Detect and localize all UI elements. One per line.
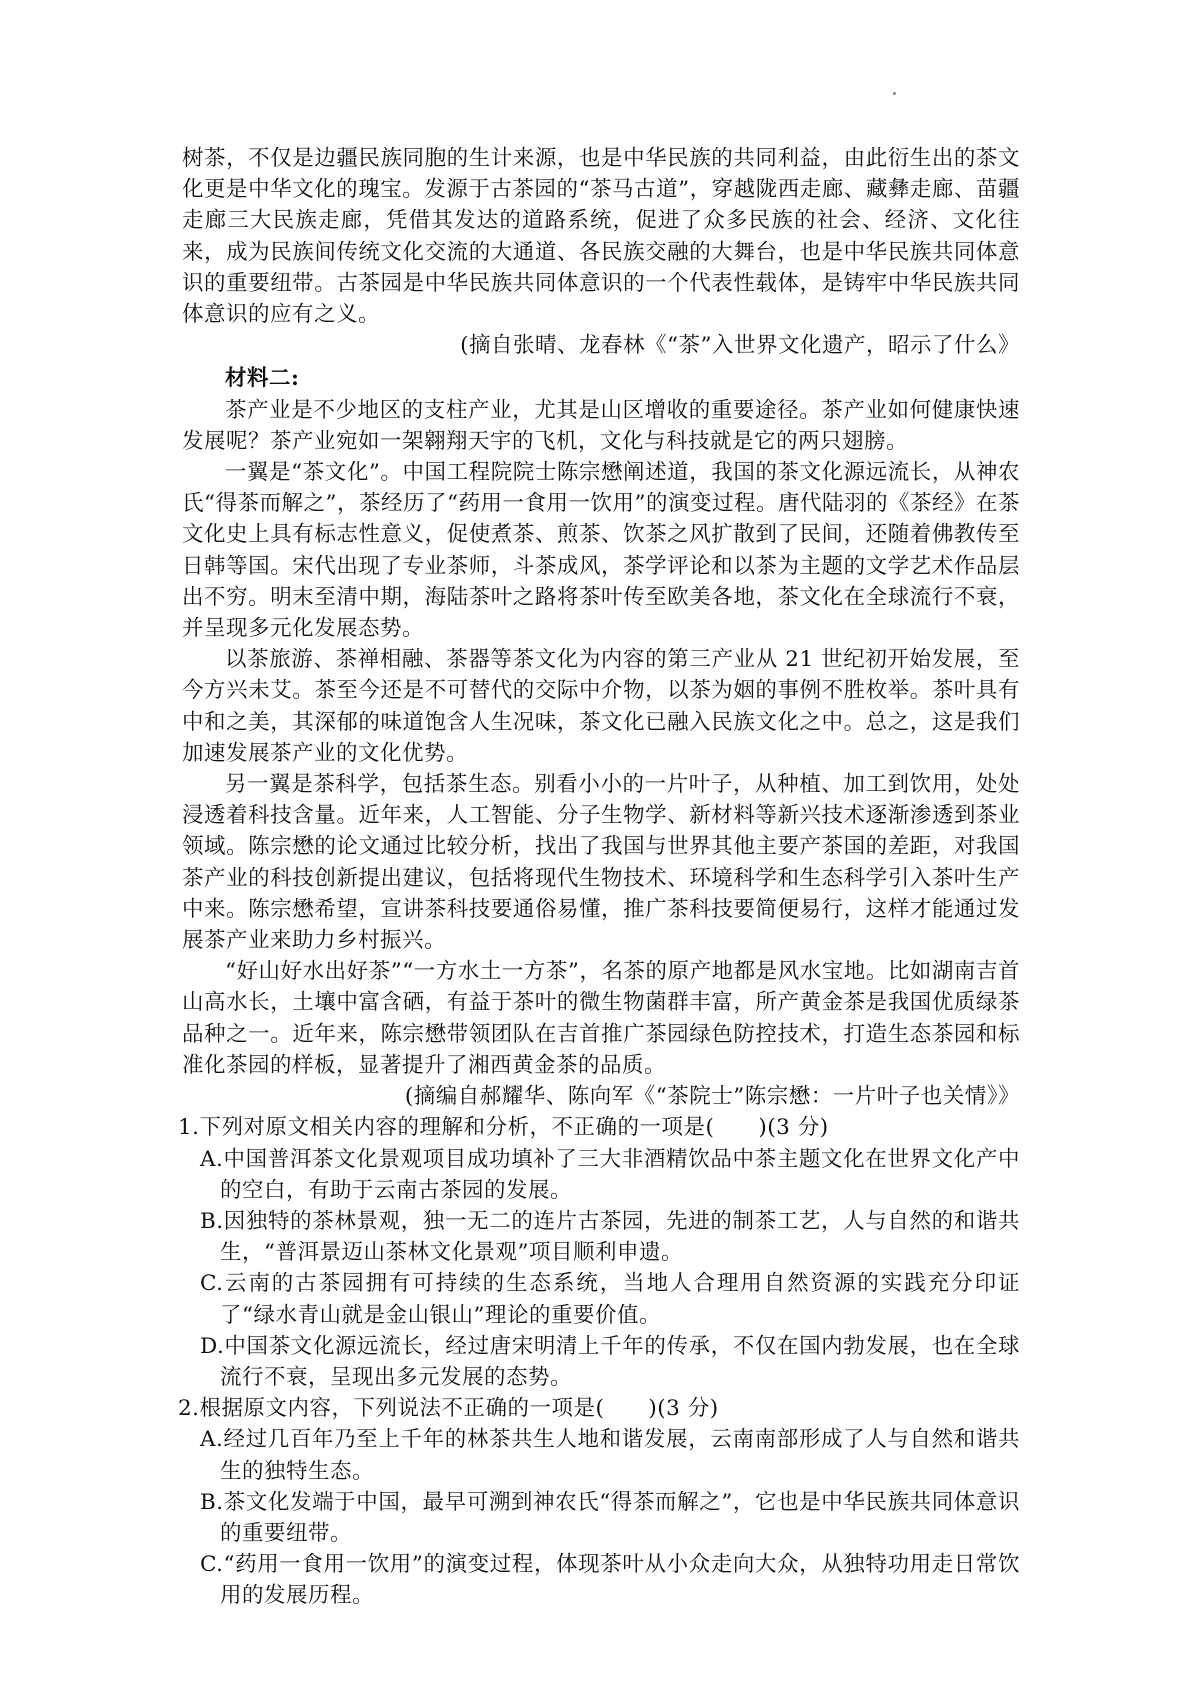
question-1-option-d: D.中国茶文化源远流长，经过唐宋明清上千年的传承，不仅在国内勃发展，也在全球流行不衰，呈现出多元发展的态势。 — [200, 1333, 1020, 1390]
page-content — [178, 143, 1020, 1612]
material2-source: (摘编自郝耀华、陈向军《“茶院士”陈宗懋：一片叶子也关情》》 — [404, 1084, 1020, 1110]
question-2-option-a: A.经过几百年乃至上千年的林茶共生人地和谐发展，云南南部形成了人与自然和谐共生的独特生态。 — [200, 1427, 1020, 1484]
material1-source: (摘自张晴、龙春林《“茶”入世界文化遗产，昭示了什么》 — [460, 333, 1020, 359]
material2-paragraph-5: “好山好水出好茶”“一方水土一方茶”，名茶的原产地都是风水宝地。比如湖南吉首山高水长，土壤中富含硒，有益于茶叶的微生物菌群丰富，所产黄金茶是我国优质绿茶品种之一。近年来，陈宗懋带领团队在吉首推广茶园绿色防控技术，打造生态茶园和标准化茶园的样板，显著提升了湘西黄金茶的品质。 — [182, 959, 1020, 1078]
material2-paragraph-1: 茶产业是不少地区的支柱产业，尤其是山区增收的重要途径。茶产业如何健康快速发展呢？茶产业宛如一架翱翔天宇的飞机，文化与科技就是它的两只翅膀。 — [182, 397, 1020, 454]
material2-heading: 材料二: — [225, 366, 300, 392]
question-2-stem: 2.根据原文内容，下列说法不正确的一项是( )(3 分) — [178, 1396, 719, 1422]
question-2-option-b: B.茶文化发端于中国，最早可溯到神农氏“得茶而解之”，它也是中华民族共同体意识的重要纽带。 — [200, 1489, 1020, 1546]
material2-paragraph-2: 一翼是“茶文化”。中国工程院院士陈宗懋阐述道，我国的茶文化源远流长，从神农氏“得茶而解之”，茶经历了“药用一食用一饮用”的演变过程。唐代陆羽的《茶经》在茶文化史上具有标志性意义，促使煮茶、煎茶、饮茶之风扩散到了民间，还随着佛教传至日韩等国。宋代出现了专业茶师，斗茶成风，茶学评论和以茶为主题的文学艺术作品层出不穷。明末至清中期，海陆茶叶之路将茶叶传至欧美各地，茶文化在全球流行不衰，并呈现多元化发展态势。 — [182, 460, 1020, 642]
question-2-option-c: C.“药用一食用一饮用”的演变过程，体现茶叶从小众走向大众，从独特功用走日常饮用的发展历程。 — [200, 1552, 1020, 1609]
question-1-option-a: A.中国普洱茶文化景观项目成功填补了三大非酒精饮品中茶主题文化在世界文化产中的空白，有助于云南古茶园的发展。 — [200, 1146, 1020, 1203]
question-1-option-b: B.因独特的茶林景观，独一无二的连片古茶园，先进的制茶工艺，人与自然的和谐共生，“普洱景迈山茶林文化景观”项目顺利申遗。 — [200, 1208, 1020, 1266]
question-1-stem: 1.下列对原文相关内容的理解和分析，不正确的一项是( )(3 分) — [178, 1115, 829, 1141]
question-1-option-c: C.云南的古茶园拥有可持续的生态系统，当地人合理用自然资源的实践充分印证了“绿水青山就是金山银山”理论的重要价值。 — [200, 1271, 1020, 1328]
scan-dot — [893, 92, 896, 95]
material1-paragraph: 树茶，不仅是边疆民族同胞的生计来源，也是中华民族的共同利益，由此衍生出的茶文化更是中华文化的瑰宝。发源于古茶园的“茶马古道”，穿越陇西走廊、藏彝走廊、苗疆走廊三大民族走廊，凭借其发达的道路系统，促进了众多民族的社会、经济、文化往来，成为民族间传统文化交流的大通道、各民族交融的大舞台，也是中华民族共同体意识的重要纽带。古茶园是中华民族共同体意识的一个代表性载体，是铸牢中华民族共同体意识的应有之义。 — [182, 146, 1020, 328]
material2-paragraph-3: 以茶旅游、茶禅相融、茶器等茶文化为内容的第三产业从 21 世纪初开始发展，至今方兴未艾。茶至今还是不可替代的交际中介物，以茶为姻的事例不胜枚举。茶叶具有中和之美，其深郁的味道饱含人生况味，茶文化已融入民族文化之中。总之，这是我们加速发展茶产业的文化优势。 — [182, 647, 1020, 766]
material2-paragraph-4: 另一翼是茶科学，包括茶生态。别看小小的一片叶子，从种植、加工到饮用，处处浸透着科技含量。近年来，人工智能、分子生物学、新材料等新兴技术逐渐渗透到茶业领域。陈宗懋的论文通过比较分析，找出了我国与世界其他主要产茶国的差距，对我国茶产业的科技创新提出建议，包括将现代生物技术、环境科学和生态科学引入茶叶生产中来。陈宗懋希望，宣讲茶科技要通俗易懂，推广茶科技要简便易行，这样才能通过发展茶产业来助力乡村振兴。 — [182, 772, 1020, 954]
